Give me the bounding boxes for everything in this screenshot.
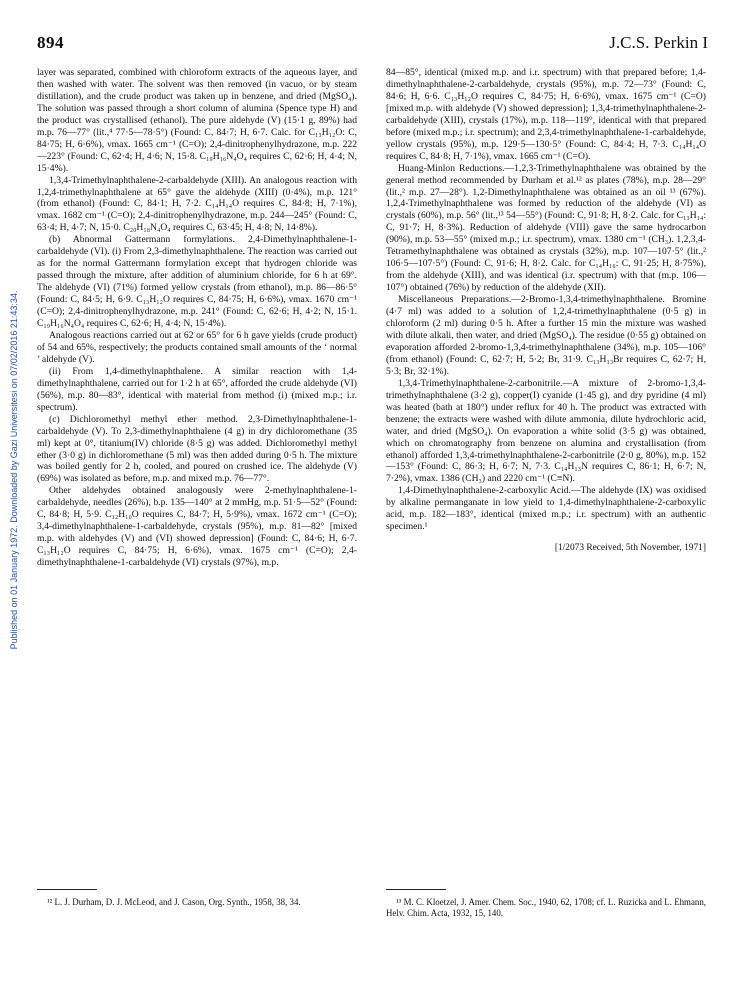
- footnote-13: ¹³ M. C. Kloetzel, J. Amer. Chem. Soc., 1940, 62, 1708; cf. L. Ruzicka and L. Ehmann, Helv. Chim. Acta, 1932, 15, 140.: [386, 897, 706, 918]
- paragraph: 1,3,4-Trimethylnaphthalene-2-carbaldehyde (XIII). An analogous reaction with 1,2,4-trimethylnaphthalene at 65° gave the aldehyde (XIII) (0·4%), m.p. 121° (from ethanol) (Found: C, 84·1; H, 7·2. C₁₄H₁₄O requires C, 84·8; H, 7·1%), νmax. 1682 cm⁻¹ (C=O); 2,4-dinitrophenylhydrazone, m.p. 244—245° (Found: C, 63·4; H, 4·7; N, 15·0. C₂₀H₁₈N₄O₄ requires C, 63·45; H, 4·8; N, 14·8%).: [37, 174, 357, 234]
- download-notice: Published on 01 January 1972. Downloaded by Gazi Universitesi on 07/02/2016 21:43:34.: [9, 290, 19, 650]
- footnote-rule: [37, 889, 97, 890]
- received-date: [1/2073 Received, 5th November, 1971]: [554, 543, 706, 554]
- journal-title: J.C.S. Perkin I: [609, 33, 708, 52]
- footnote-12: ¹² L. J. Durham, D. J. McLeod, and J. Cason, Org. Synth., 1958, 38, 34.: [47, 897, 301, 907]
- paragraph: layer was separated, combined with chloroform extracts of the aqueous layer, and then washed with water. The solvent was then removed (in vacuo, or by steam distillation), and the crude product was taken up in benzene, and dried (MgSO₄). The solution was passed through a short column of alumina (Spence type H) and the product was crystallised (ethanol). The pure aldehyde (V) (15·1 g, 89%) had m.p. 76—77° (lit.,⁴ 77·5—78·5°) (Found: C, 84·7; H, 6·7. Calc. for C₁₃H₁₂O: C, 84·75; H, 6·6%), νmax. 1665 cm⁻¹ (C=O); 2,4-dinitrophenylhydrazone, m.p. 222—223° (Found: C, 62·4; H, 4·6; N, 15·8. C₁₉H₁₆N₄O₄ requires C, 62·6; H, 4·4; N, 15·4%).: [37, 67, 357, 174]
- page-number: 894: [37, 33, 64, 52]
- paragraph: 84—85°, identical (mixed m.p. and i.r. spectrum) with that prepared before; 1,4-dimethylnaphthalene-2-carbaldehyde, crystals (95%), m.p. 72—73° (Found: C, 84·6; H, 6·6. C₁₃H₁₂O requires C, 84·75; H, 6·6%), νmax. 1675 cm⁻¹ (C=O) [mixed m.p. with aldehyde (V) showed depression]; 1,3,4-trimethylnaphthalene-2-carbaldehyde (XIII), crystals (17%), m.p. 118—119°, identical with that prepared before (mixed m.p.; i.r. spectrum); and 2,3,4-trimethylnaphthalene-1-carbaldehyde, yellow crystals (95%), m.p. 129·5—130·5° (Found: C, 84·4; H, 7·3. C₁₄H₁₄O requires C, 84·8; H, 7·1%), νmax. 1665 cm⁻¹ (C=O).: [386, 67, 706, 162]
- paragraph: Huang-Minlon Reductions.—1,2,3-Trimethylnaphthalene was obtained by the general method recommended by Durham et al.¹² as plates (78%), m.p. 28—29° (lit.,² m.p. 27—28°). 1,2-Dimethylnaphthalene was obtained as an oil ¹³ (67%). 1,2,4-Trimethylnaphthalene was formed by reduction of the aldehyde (VI) as crystals (60%), m.p. 56° (lit.,¹³ 54—55°) (Found: C, 91·8; H, 8·2. Calc. for C₁₃H₁₄: C, 91·7; H, 8·3%). Reduction of aldehyde (VIII) gave the same hydrocarbon (90%), m.p. 53—55° (mixed m.p.; i.r. spectrum), νmax. 1380 cm⁻¹ (CH₃). 1,2,3,4-Tetramethylnaphthalene was obtained as crystals (32%), m.p. 107—107·5° (lit.,² 106·5—107·5°) (Found: C, 91·6; H, 8·2. Calc. for C₁₄H₁₆: C, 91·25; H, 8·75%), from the aldehyde (XIII), and was identical (i.r. spectrum) with that (m.p. 106—107°) obtained (76%) by reduction of the aldehyde (XII).: [386, 162, 706, 294]
- left-column: [37, 67, 357, 569]
- paragraph: (b) Abnormal Gattermann formylations. 2,4-Dimethylnaphthalene-1-carbaldehyde (VI). (i) From 2,3-dimethylnaphthalene. The reaction was carried out as for the normal Gattermann formylation except that hydrogen chloride was passed through the mixture, after addition of aluminium chloride, for 6 h at 69°. The aldehyde (VI) (71%) formed yellow crystals (from ethanol), m.p. 86—86·5° (Found: C, 84·5; H, 6·9. C₁₃H₁₂O requires C, 84·75; H, 6·6%), νmax. 1670 cm⁻¹ (C=O); 2,4-dinitrophenylhydrazone, m.p. 241° (Found: C, 62·6; H, 4·2; N, 15·1. C₁₉H₁₆N₄O₄ requires C, 62·6; H, 4·4; N, 15·4%).: [37, 234, 357, 330]
- right-column: [386, 67, 706, 555]
- paragraph: 1,4-Dimethylnaphthalene-2-carboxylic Acid.—The aldehyde (IX) was oxidised by alkaline permanganate in low yield to 1,4-dimethylnaphthalene-2-carboxylic acid, m.p. 182—183°, identical (mixed m.p.; i.r. spectrum) with an authentic specimen.¹: [386, 485, 706, 533]
- footnote-rule: [386, 889, 446, 890]
- paragraph: Analogous reactions carried out at 62 or 65° for 6 h gave yields (crude product) of 54 and 65%, respectively; the products contained small amounts of the ‘ normal ’ aldehyde (V).: [37, 329, 357, 365]
- paragraph: 1,3,4-Trimethylnaphthalene-2-carbonitrile.—A mixture of 2-bromo-1,3,4-trimethylnaphthalene (3·2 g), copper(I) cyanide (1·45 g), and dry pyridine (4 ml) was heated (bath at 180°) under reflux for 40 h. The product was extracted with benzene; the extracts were washed with dilute ammonia, dilute hydrochloric acid, water, and dried (MgSO₄). On evaporation a white solid (3·5 g) was obtained, which on chromatography from benzene on alumina and crystallisation (from ethanol) afforded 1,3,4-trimethylnaphthalene-2-carbonitrile (2·0 g, 80%), m.p. 152—153° (Found: C, 86·3; H, 6·7; N, 7·3. C₁₄H₁₃N requires C, 86·1; H, 6·7; N, 7·2%), νmax. 1386 (CH₃) and 2220 cm⁻¹ (C≡N).: [386, 377, 706, 485]
- paragraph: Other aldehydes obtained analogously were 2-methylnaphthalene-1-carbaldehyde, needles (26%), b.p. 135—140° at 2 mmHg, m.p. 51·5—52° (Found: C, 84·8; H, 5·9. C₁₂H₁₀O requires C, 84·7; H, 5·9%), νmax. 1672 cm⁻¹ (C=O); 3,4-dimethylnaphthalene-1-carbaldehyde, crystals (95%), m.p. 81—82° [mixed m.p. with aldehydes (V) and (VI) showed depression] (Found: C, 84·6; H, 6·7. C₁₃H₁₂O requires C, 84·75; H, 6·6%), νmax. 1675 cm⁻¹ (C=O); 2,4-dimethylnaphthalene-1-carbaldehyde (VI) crystals (97%), m.p.: [37, 485, 357, 569]
- paragraph: (ii) From 1,4-dimethylnaphthalene. A similar reaction with 1,4-dimethylnaphthalene, carried out for 1·2 h at 65°, afforded the crude aldehyde (VI) (56%), m.p. 80—83°, identical with material from method (i) (mixed m.p.; i.r. spectrum).: [37, 365, 357, 413]
- paragraph: (c) Dichloromethyl methyl ether method. 2,3-Dimethylnaphthalene-1-carbaldehyde (V). To 2,3-dimethylnaphthalene (4 g) in dry dichloromethane (35 ml) kept at 0°, titanium(IV) chloride (8·5 g) was added. Dichloromethyl methyl ether (3·0 g) in dichloromethane (5 ml) was then added during 0·5 h. The mixture was boiled gently for 2 h, cooled, and poured on crushed ice. The aldehyde (V) (69%) was isolated as before, m.p. and mixed m.p. 76—77°.: [37, 413, 357, 485]
- paragraph: Miscellaneous Preparations.—2-Bromo-1,3,4-trimethylnaphthalene. Bromine (4·7 ml) was added to a solution of 1,2,4-trimethylnaphthalene (0·5 g) in chloroform (2 ml) during 0·5 h. After a further 15 min the mixture was washed with dilute alkali, then water, and dried (MgSO₄). The residue (0·55 g) obtained on evaporation afforded 2-bromo-1,3,4-trimethylnaphthalene (34%), m.p. 105—106° (from ethanol) (Found: C, 62·7; H, 5·2; Br, 31·9. C₁₃H₁₃Br requires C, 62·7; H, 5·3; Br, 32·1%).: [386, 294, 706, 377]
